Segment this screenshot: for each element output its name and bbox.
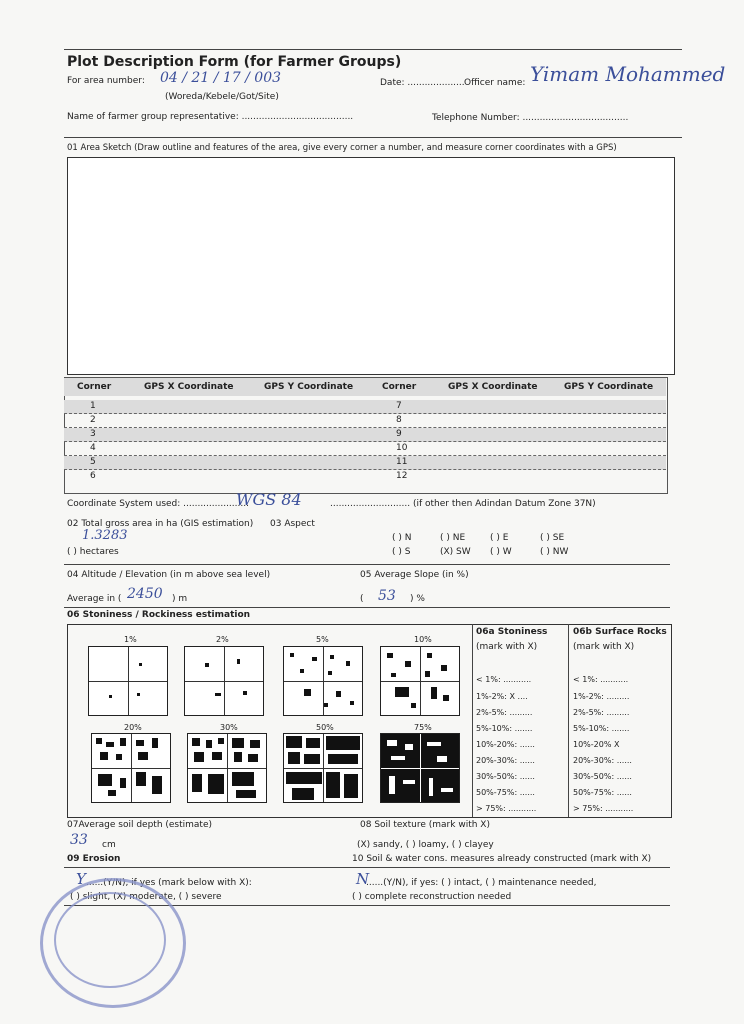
list-item: 2%-5%: ......... <box>476 708 533 717</box>
sketch-area <box>67 157 675 375</box>
percent-label: 10% <box>414 635 432 644</box>
altitude-value: 2450 <box>127 586 163 602</box>
header-y-right: GPS Y Coordinate <box>564 382 654 392</box>
aspect-n: ( ) N <box>392 533 412 543</box>
stoniness-heading: 06 Stoniness / Rockiness estimation <box>67 610 251 620</box>
coord-value: WGS 84 <box>236 490 302 509</box>
area-number-sub: (Woreda/Kebele/Got/Site) <box>165 92 279 102</box>
corner-number: 6 <box>90 471 96 481</box>
table-row <box>64 442 666 456</box>
stoniness-col-b-title: 06b Surface Rocks <box>573 627 667 637</box>
list-item: 2%-5%: ......... <box>573 708 630 717</box>
corner-number: 7 <box>396 401 402 411</box>
sketch-heading: 01 Area Sketch (Draw outline and features of the area, give every corner a number, and measure corner coordinates with a GPS) <box>67 143 617 153</box>
stoniness-col-a-sub: (mark with X) <box>476 642 538 652</box>
officer-label: Officer name: <box>464 78 526 88</box>
soil-texture-options: (X) sandy, ( ) loamy, ( ) clayey <box>357 840 494 850</box>
slope-open: ( <box>360 594 364 604</box>
header-x-right: GPS X Coordinate <box>448 382 538 392</box>
list-item: < 1%: ........... <box>573 675 629 684</box>
stoniness-col-b-sub: (mark with X) <box>573 642 635 652</box>
header-corner-left: Corner <box>77 382 112 392</box>
aspect-ne: ( ) NE <box>440 533 466 543</box>
official-stamp-inner <box>54 892 166 988</box>
aspect-e: ( ) E <box>490 533 509 543</box>
table-row <box>64 456 666 470</box>
percent-label: 30% <box>220 723 238 732</box>
corner-number: 9 <box>396 429 402 439</box>
telephone-label: Telephone Number: ..................................... <box>432 113 629 123</box>
list-item: 50%-75%: ...... <box>573 788 632 797</box>
list-item: > 75%: ........... <box>573 804 634 813</box>
list-item: < 1%: ........... <box>476 675 532 684</box>
list-item: 50%-75%: ...... <box>476 788 535 797</box>
stoniness-diagram-2pct <box>184 646 264 716</box>
corner-number: 12 <box>396 471 408 481</box>
list-item: 1%-2%: X .... <box>476 692 528 701</box>
gps-table-header <box>64 378 666 396</box>
aspect-s: ( ) S <box>392 547 411 557</box>
stoniness-diagram-20pct <box>91 733 171 803</box>
aspect-label: 03 Aspect <box>270 519 315 529</box>
officer-value: Yimam Mohammed <box>530 62 726 86</box>
header-corner-right: Corner <box>382 382 417 392</box>
form-title: Plot Description Form (for Farmer Groups) <box>67 54 402 70</box>
corner-number: 11 <box>396 457 408 467</box>
table-row <box>64 428 666 442</box>
coord-label: Coordinate System used: ....................... <box>67 499 249 509</box>
title-rule <box>64 49 682 50</box>
slope-unit: ) % <box>410 594 425 604</box>
swc-label: 10 Soil & water cons. measures already constructed (mark with X) <box>352 854 652 864</box>
area-label: 02 Total gross area in ha (GIS estimation) <box>67 519 254 529</box>
corner-number: 8 <box>396 415 402 425</box>
soil-texture-label: 08 Soil texture (mark with X) <box>360 820 490 830</box>
table-row <box>64 414 666 428</box>
soil-depth-unit: cm <box>102 840 116 850</box>
stoniness-diagram-5pct <box>283 646 363 716</box>
aspect-sw: (X) SW <box>440 547 471 557</box>
corner-number: 3 <box>90 429 96 439</box>
corner-number: 2 <box>90 415 96 425</box>
list-item: 20%-30%: ...... <box>573 756 632 765</box>
aspect-nw: ( ) NW <box>540 547 569 557</box>
list-item: 5%-10%: ....... <box>573 724 630 733</box>
stoniness-divider <box>568 624 569 817</box>
erosion-label: 09 Erosion <box>67 854 121 864</box>
table-row <box>64 400 666 414</box>
aspect-se: ( ) SE <box>540 533 565 543</box>
swc-line1: ......(Y/N), if yes: ( ) intact, ( ) maintenance needed, <box>366 878 597 888</box>
table-row <box>64 470 666 483</box>
erosion-line2: ( ) slight, (X) moderate, ( ) severe <box>70 892 222 902</box>
stoniness-diagram-1pct <box>88 646 168 716</box>
percent-label: 75% <box>414 723 432 732</box>
stoniness-diagram-50pct <box>283 733 363 803</box>
corner-number: 4 <box>90 443 96 453</box>
stoniness-divider <box>472 624 473 817</box>
area-number-label: For area number: <box>67 76 145 86</box>
stoniness-diagram-10pct <box>380 646 460 716</box>
percent-label: 5% <box>316 635 329 644</box>
altitude-label: 04 Altitude / Elevation (in m above sea level) <box>67 570 271 580</box>
erosion-value: Y <box>76 870 86 888</box>
soil-depth-label: 07Average soil depth (estimate) <box>67 820 213 830</box>
list-item: 5%-10%: ....... <box>476 724 533 733</box>
header-rule <box>64 137 682 138</box>
percent-label: 2% <box>216 635 229 644</box>
stoniness-diagram-75pct <box>380 733 460 803</box>
section-rule <box>64 564 670 565</box>
area-number-value: 04 / 21 / 17 / 003 <box>160 70 282 86</box>
aspect-w: ( ) W <box>490 547 512 557</box>
list-item: 10%-20%: ...... <box>476 740 535 749</box>
percent-label: 20% <box>124 723 142 732</box>
altitude-unit: ) m <box>172 594 188 604</box>
list-item: 30%-50%: ...... <box>573 772 632 781</box>
slope-value: 53 <box>378 588 396 604</box>
stoniness-col-a-title: 06a Stoniness <box>476 627 548 637</box>
corner-number: 10 <box>396 443 408 453</box>
header-x-left: GPS X Coordinate <box>144 382 234 392</box>
list-item: 1%-2%: ......... <box>573 692 630 701</box>
list-item: 10%-20% X <box>573 740 620 749</box>
swc-line2: ( ) complete reconstruction needed <box>352 892 512 902</box>
list-item: 30%-50%: ...... <box>476 772 535 781</box>
swc-value: N <box>356 870 370 888</box>
list-item: > 75%: ........... <box>476 804 537 813</box>
corner-number: 5 <box>90 457 96 467</box>
section-rule <box>64 867 670 868</box>
soil-depth-value: 33 <box>70 832 88 848</box>
area-hectares: ( ) hectares <box>67 547 119 557</box>
representative-label: Name of farmer group representative: ....................................... <box>67 112 354 122</box>
erosion-line1: ......(Y/N), if yes (mark below with X): <box>86 878 252 888</box>
header-y-left: GPS Y Coordinate <box>264 382 354 392</box>
altitude-avg-label: Average in ( <box>67 594 122 604</box>
slope-label: 05 Average Slope (in %) <box>360 570 469 580</box>
percent-label: 50% <box>316 723 334 732</box>
area-value: 1.3283 <box>82 528 128 543</box>
corner-number: 1 <box>90 401 96 411</box>
date-label: Date: .................... <box>380 78 465 88</box>
list-item: 20%-30%: ...... <box>476 756 535 765</box>
percent-label: 1% <box>124 635 137 644</box>
section-rule <box>64 607 670 608</box>
coord-suffix: ............................ (if other then Adindan Datum Zone 37N) <box>330 499 596 509</box>
stoniness-diagram-30pct <box>187 733 267 803</box>
